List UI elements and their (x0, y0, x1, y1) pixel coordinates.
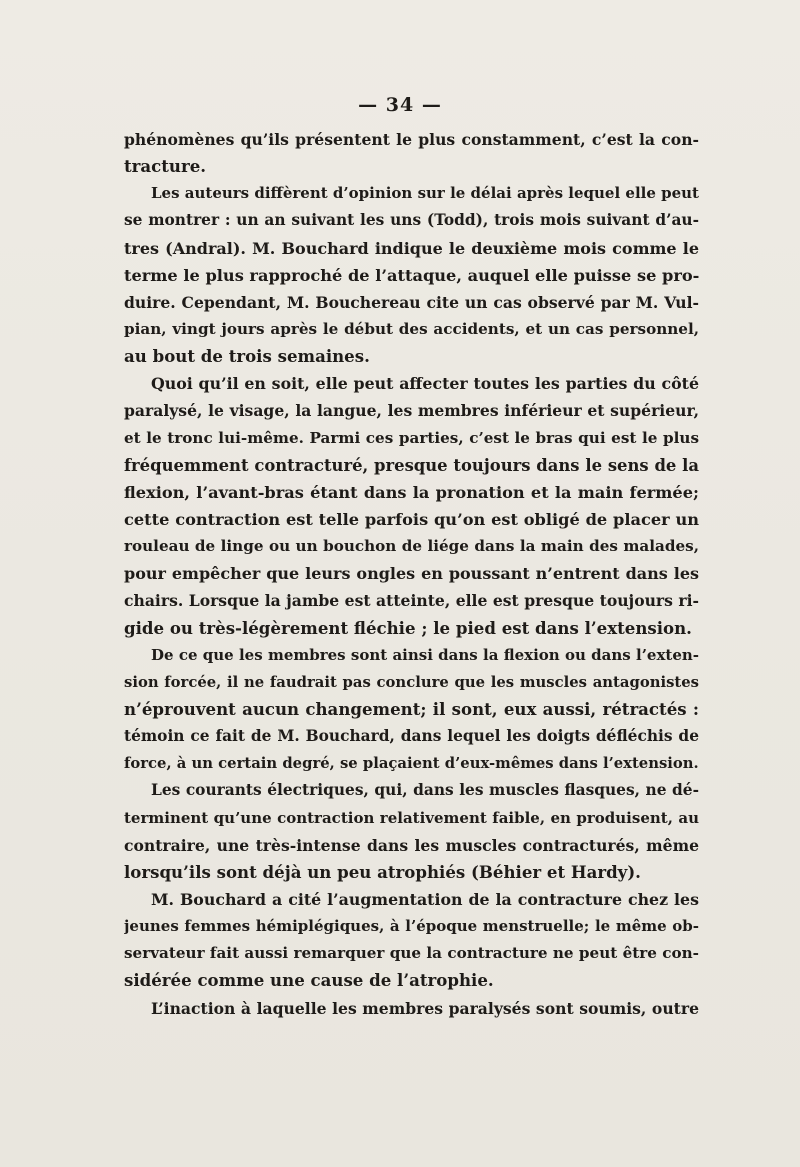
text-line: paralysé, le visage, la langue, les membres inférieur et supérieur, (124, 401, 699, 421)
text-line: terme le plus rapproché de l’attaque, auquel elle puisse se pro- (124, 265, 699, 285)
text-line: témoin ce fait de M. Bouchard, dans lequel les doigts défléchis de (124, 727, 699, 746)
text-line: Les courants électriques, qui, dans les muscles flasques, ne dé- (151, 781, 699, 800)
text-line: tracture. (124, 156, 207, 177)
text-line: sidérée comme une cause de l’atrophie. (124, 970, 494, 991)
text-line: sion forcée, il ne faudrait pas conclure que les muscles antagonistes (124, 673, 699, 691)
text-line: cette contraction est telle parfois qu’on est obligé de placer un (124, 509, 699, 529)
text-line: et le tronc lui-même. Parmi ces parties, c’est le bras qui est le plus (124, 428, 699, 447)
text-line: gide ou très-légèrement fléchie ; le pied est dans l’extension. (124, 617, 692, 638)
text-line: L’inaction à laquelle les membres paralysés sont soumis, outre (151, 998, 699, 1018)
text-line: terminent qu’une contraction relativement faible, en produisent, au (124, 808, 699, 827)
text-line: M. Bouchard a cité l’augmentation de la contracture chez les (151, 889, 699, 909)
text-line: lorsqu’ils sont déjà un peu atrophiés (Béhier et Hardy). (124, 861, 641, 882)
text-line: fréquemment contracturé, presque toujours dans le sens de la (124, 455, 699, 475)
text-line: contraire, une très-intense dans les muscles contracturés, même (124, 835, 699, 855)
text-line: force, à un certain degré, se plaçaient d’eux-mêmes dans l’extension. (124, 755, 699, 773)
text-line: phénomènes qu’ils présentent le plus constamment, c’est la con- (124, 130, 699, 149)
text-line: Les auteurs diffèrent d’opinion sur le délai après lequel elle peut (151, 184, 699, 203)
text-line: au bout de trois semaines. (124, 346, 370, 367)
text-line: pour empêcher que leurs ongles en poussant n’entrent dans les (124, 564, 699, 584)
text-line: rouleau de linge ou un bouchon de liége dans la main des malades, (124, 537, 699, 556)
text-line: duire. Cependant, M. Bouchereau cite un cas observé par M. Vul- (124, 292, 699, 312)
text-line: De ce que les membres sont ainsi dans la flexion ou dans l’exten- (151, 645, 699, 664)
body-text (124, 126, 699, 1022)
text-line: Quoi qu’il en soit, elle peut affecter toutes les parties du côté (151, 374, 699, 394)
text-line: n’éprouvent aucun changement; il sont, eux aussi, rétractés : (124, 698, 699, 719)
page-number: — 34 — (358, 94, 442, 116)
text-line: servateur fait aussi remarquer que la contracture ne peut être con- (124, 944, 699, 963)
text-line: chairs. Lorsque la jambe est atteinte, elle est presque toujours ri- (124, 591, 699, 611)
text-line: flexion, l’avant-bras étant dans la pronation et la main fermée; (124, 482, 699, 502)
text-line: jeunes femmes hémiplégiques, à l’époque menstruelle; le même ob- (124, 917, 699, 936)
text-line: se montrer : un an suivant les uns (Todd), trois mois suivant d’au- (124, 211, 699, 230)
text-line: pian, vingt jours après le début des accidents, et un cas personnel, (124, 319, 699, 338)
text-line: tres (Andral). M. Bouchard indique le deuxième mois comme le (124, 238, 699, 258)
